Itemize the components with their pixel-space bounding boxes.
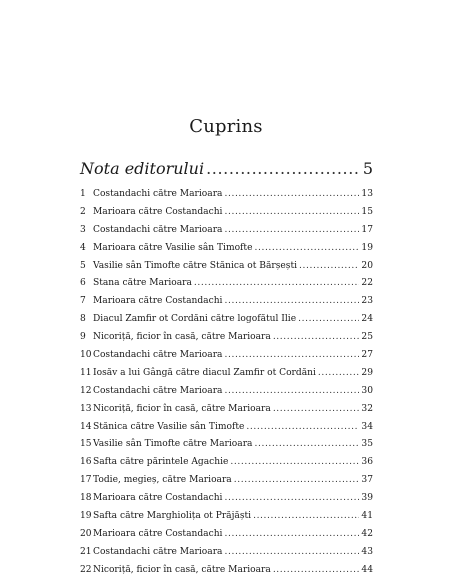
toc-entry[interactable] bbox=[80, 383, 373, 401]
toc-entry-title: Nicoriță, ficior în casă, către Marioara bbox=[93, 332, 271, 343]
leader-dots bbox=[234, 472, 360, 490]
toc-entry[interactable] bbox=[80, 311, 373, 329]
toc-entry-number: 10 bbox=[80, 350, 92, 361]
toc-entry[interactable] bbox=[80, 258, 373, 276]
toc-entry-page: 29 bbox=[361, 367, 373, 378]
toc-entry-number: 22 bbox=[80, 564, 92, 575]
toc-entry-page: 22 bbox=[361, 278, 373, 289]
toc-entry-number: 21 bbox=[80, 546, 92, 557]
toc-entry-number: 5 bbox=[80, 260, 86, 271]
leader-dots bbox=[224, 544, 359, 562]
toc-entry[interactable] bbox=[80, 544, 373, 562]
toc-entry-number: 1 bbox=[80, 189, 86, 199]
toc-entry-title: Costandachi către Marioara bbox=[93, 546, 223, 557]
toc-entry[interactable] bbox=[80, 454, 373, 472]
leader-dots bbox=[253, 508, 359, 526]
toc-entry-number: 8 bbox=[80, 314, 86, 325]
toc-entry-page: 36 bbox=[361, 457, 373, 468]
toc-entry-page: 25 bbox=[361, 332, 373, 343]
toc-entry-title: Stănica către Vasilie sân Timofte bbox=[93, 421, 245, 432]
toc-entry-number: 16 bbox=[80, 457, 92, 468]
toc-entry[interactable] bbox=[80, 490, 373, 508]
toc-entry-page: 43 bbox=[361, 546, 373, 557]
toc-entry-page: 30 bbox=[361, 385, 373, 396]
toc-note-page: 5 bbox=[362, 159, 373, 178]
toc-entry-page: 17 bbox=[361, 224, 373, 235]
toc-entry-title: Vasilie sân Timofte către Stănica ot Bărșești bbox=[93, 260, 298, 271]
leader-dots bbox=[299, 258, 359, 276]
toc-entry-number: 13 bbox=[80, 403, 92, 414]
toc-entry-page: 15 bbox=[361, 206, 373, 217]
leader-dots bbox=[194, 275, 360, 293]
toc-entry[interactable] bbox=[80, 204, 373, 222]
leader-dots bbox=[318, 365, 360, 383]
toc-entry[interactable] bbox=[80, 562, 373, 580]
toc-entry[interactable] bbox=[80, 186, 373, 204]
leader-dots bbox=[298, 311, 359, 329]
toc-entry[interactable] bbox=[80, 401, 373, 419]
leader-dots bbox=[224, 383, 359, 401]
toc-entry-title: Marioara către Costandachi bbox=[93, 296, 223, 307]
toc-entry-title: Safta către părintele Agachie bbox=[93, 457, 229, 468]
toc-entry-number: 7 bbox=[80, 296, 86, 307]
toc-entry-number: 14 bbox=[80, 421, 92, 432]
leader-dots bbox=[224, 222, 359, 240]
leader-dots bbox=[254, 240, 359, 258]
toc-entry[interactable] bbox=[80, 365, 373, 383]
leader-dots bbox=[224, 204, 359, 222]
page-title: Cuprins bbox=[189, 116, 263, 137]
leader-dots bbox=[246, 419, 359, 437]
toc-entry[interactable] bbox=[80, 419, 373, 437]
toc-entry-page: 34 bbox=[361, 421, 373, 432]
toc-entry-page: 24 bbox=[361, 314, 373, 325]
toc-entry-title: Marioara către Vasilie sân Timofte bbox=[93, 242, 253, 253]
toc-entry-number: 6 bbox=[80, 278, 86, 289]
toc-entry[interactable] bbox=[80, 275, 373, 293]
leader-dots bbox=[224, 490, 359, 508]
toc-note-entry[interactable] bbox=[80, 160, 373, 178]
toc-entry-page: 32 bbox=[361, 403, 373, 414]
leader-dots bbox=[273, 329, 360, 347]
toc-entry-title: Vasilie sân Timofte către Marioara bbox=[93, 439, 253, 450]
toc-note-label: Nota editorului bbox=[80, 159, 205, 178]
toc-entry-number: 9 bbox=[80, 332, 86, 343]
toc-entry[interactable] bbox=[80, 240, 373, 258]
toc-entry-title: Marioara către Costandachi bbox=[93, 528, 223, 539]
toc-entry-page: 35 bbox=[361, 439, 373, 450]
toc-entry-page: 39 bbox=[361, 493, 373, 504]
toc-entry[interactable] bbox=[80, 329, 373, 347]
toc-entry-page: 19 bbox=[361, 242, 373, 253]
leader-dots bbox=[224, 186, 359, 204]
toc-entry[interactable] bbox=[80, 436, 373, 454]
toc-entry-page: 42 bbox=[361, 528, 373, 539]
toc-entry-title: Nicoriță, ficior în casă, către Marioara bbox=[93, 564, 271, 575]
toc-entry-page: 37 bbox=[361, 475, 373, 486]
toc-entry-number: 2 bbox=[80, 206, 86, 217]
toc-entry-title: Costandachi către Marioara bbox=[93, 385, 223, 396]
toc-entry-title: Todie, megieș, către Marioara bbox=[93, 475, 232, 486]
toc-entry[interactable] bbox=[80, 347, 373, 365]
toc-entry-number: 20 bbox=[80, 528, 92, 539]
toc-entry-number: 15 bbox=[80, 439, 92, 450]
toc-entry-number: 3 bbox=[80, 224, 86, 235]
toc-entry-number: 12 bbox=[80, 385, 92, 396]
toc-entry-title: Iosăv a lui Gângă către diacul Zamfir ot Cordăni bbox=[93, 367, 316, 378]
leader-dots bbox=[224, 293, 359, 311]
toc-entry-number: 18 bbox=[80, 493, 92, 504]
toc-entry[interactable] bbox=[80, 472, 373, 490]
toc-entry-number: 4 bbox=[80, 242, 86, 253]
leader-dots bbox=[273, 401, 360, 419]
leader-dots bbox=[224, 526, 359, 544]
table-of-contents bbox=[80, 186, 373, 580]
toc-entry-title: Costandachi către Marioara bbox=[93, 224, 223, 235]
toc-entry[interactable] bbox=[80, 508, 373, 526]
toc-entry-number: 17 bbox=[80, 475, 92, 486]
leader-dots bbox=[273, 562, 360, 580]
toc-entry-number: 11 bbox=[80, 367, 92, 378]
leader-dots bbox=[254, 436, 359, 454]
toc-entry-title: Costandachi către Marioara bbox=[93, 350, 223, 361]
toc-entry-title: Marioara către Costandachi bbox=[93, 493, 223, 504]
toc-entry-title: Diacul Zamfir ot Cordăni către logofătul Ilie bbox=[93, 314, 297, 325]
toc-entry-page: 23 bbox=[361, 296, 373, 307]
toc-entry-title: Safta către Marghiolița ot Prăjăști bbox=[93, 511, 252, 522]
toc-entry-page: 13 bbox=[361, 189, 373, 199]
toc-entry-page: 20 bbox=[361, 260, 373, 271]
leader-dots bbox=[224, 347, 359, 365]
toc-entry-title: Stana către Marioara bbox=[93, 278, 192, 289]
toc-entry-number: 19 bbox=[80, 511, 92, 522]
toc-entry-title: Marioara către Costandachi bbox=[93, 206, 223, 217]
toc-entry[interactable] bbox=[80, 526, 373, 544]
leader-dots bbox=[206, 160, 361, 178]
toc-entry[interactable] bbox=[80, 222, 373, 240]
toc-entry-page: 27 bbox=[361, 350, 373, 361]
toc-entry-page: 41 bbox=[361, 511, 373, 522]
leader-dots bbox=[230, 454, 359, 472]
toc-entry-title: Nicoriță, ficior în casă, către Marioara bbox=[93, 403, 271, 414]
toc-entry-page: 44 bbox=[361, 564, 373, 575]
toc-entry[interactable] bbox=[80, 293, 373, 311]
toc-entry-title: Costandachi către Marioara bbox=[93, 189, 223, 199]
